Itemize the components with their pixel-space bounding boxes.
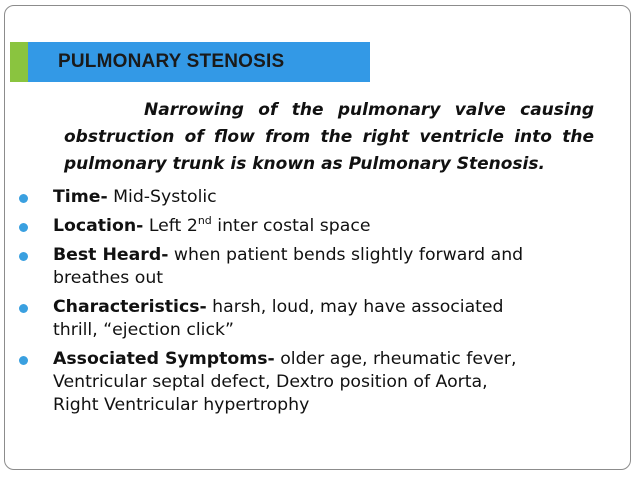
title-banner xyxy=(28,42,370,82)
item-label: Best Heard- xyxy=(53,245,169,265)
item-text: inter costal space xyxy=(211,216,371,236)
intro-line-2: obstruction of flow from the right ventricle into the xyxy=(64,127,594,147)
item-text-line-2: thrill, “ejection click” xyxy=(53,320,234,340)
bullet-icon xyxy=(19,356,28,365)
accent-bar xyxy=(10,42,28,82)
item-label: Associated Symptoms- xyxy=(53,349,275,369)
bullet-icon xyxy=(19,252,28,261)
list-item-associated-symptoms xyxy=(16,348,616,417)
intro-paragraph xyxy=(64,97,594,178)
list-item-best-heard xyxy=(16,244,616,290)
bullet-icon xyxy=(19,304,28,313)
list-item-location xyxy=(16,215,616,238)
item-label: Characteristics- xyxy=(53,297,207,317)
bullet-icon xyxy=(19,223,28,232)
item-text-line-3: Right Ventricular hypertrophy xyxy=(53,395,310,415)
item-superscript: nd xyxy=(197,214,212,227)
item-text-line-2: breathes out xyxy=(53,268,164,288)
item-text-line-1: harsh, loud, may have associated xyxy=(206,297,504,317)
item-text: Mid-Systolic xyxy=(107,187,217,207)
list-item-characteristics xyxy=(16,296,616,342)
item-text-line-1: when patient bends slightly forward and xyxy=(168,245,524,265)
bullet-list xyxy=(16,186,616,423)
item-label: Location- xyxy=(53,216,144,236)
list-item-time xyxy=(16,186,616,209)
slide-title: PULMONARY STENOSIS xyxy=(58,51,285,72)
item-text-line-2: Ventricular septal defect, Dextro position of Aorta, xyxy=(53,372,488,392)
bullet-icon xyxy=(19,194,28,203)
intro-line-1: Narrowing of the pulmonary valve causing xyxy=(144,100,594,120)
intro-line-3: pulmonary trunk is known as Pulmonary Stenosis. xyxy=(64,154,545,174)
item-label: Time- xyxy=(53,187,108,207)
item-text: Left 2 xyxy=(143,216,198,236)
item-text-line-1: older age, rheumatic fever, xyxy=(274,349,517,369)
